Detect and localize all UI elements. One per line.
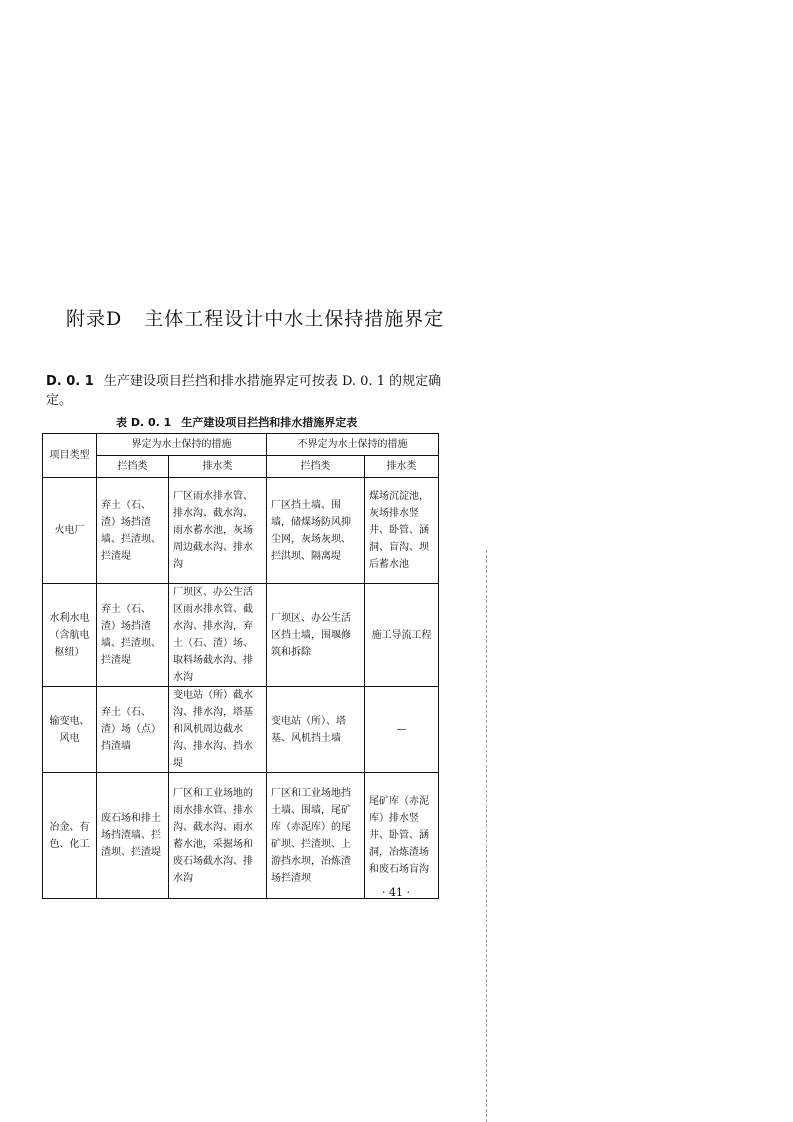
cell-drainage-defined: 厂区雨水排水管、排水沟、截水沟、雨水蓄水池，灰场周边截水沟、排水沟 — [169, 478, 267, 584]
table-subheader-row — [43, 456, 439, 478]
cell-project-type: 冶金、有色、化工 — [43, 773, 97, 899]
cell-retaining-defined: 废石场和排土场挡渣墙、拦渣坝、拦渣堤 — [97, 773, 169, 899]
cell-drainage-not-defined: — — [365, 687, 439, 773]
cell-drainage-defined: 变电站（所）截水沟、排水沟，塔基和风机周边截水沟、排水沟、挡水堤 — [169, 687, 267, 773]
table-caption — [116, 414, 357, 430]
table-header-row — [43, 434, 439, 456]
appendix-label: 附录D — [66, 308, 123, 330]
title-text: 主体工程设计中水土保持措施界定 — [144, 308, 445, 330]
cell-retaining-defined: 弃土（石、渣）场挡渣墙、拦渣坝、拦渣堤 — [97, 478, 169, 584]
table-caption-text: 生产建设项目拦挡和排水措施界定表 — [181, 416, 358, 429]
scan-edge-line — [486, 550, 487, 1122]
header-defined-group: 界定为水土保持的措施 — [97, 434, 267, 456]
cell-project-type: 输变电、风电 — [43, 687, 97, 773]
cell-drainage-not-defined: 煤场沉淀池，灰场排水竖井、卧管、涵洞、盲沟、坝后蓄水池 — [365, 478, 439, 584]
measures-table — [42, 433, 439, 899]
header-retaining-defined: 拦挡类 — [97, 456, 169, 478]
cell-retaining-not-defined: 厂坝区、办公生活区挡土墙，围堰修筑和拆除 — [267, 584, 365, 687]
header-project-type: 项目类型 — [43, 434, 97, 478]
cell-retaining-not-defined: 变电站（所）、塔基、风机挡土墙 — [267, 687, 365, 773]
cell-retaining-not-defined: 厂区和工业场地挡土墙、围墙，尾矿库（赤泥库）的尾矿坝、拦渣坝、上游挡水坝，冶炼渣场拦渣坝 — [267, 773, 365, 899]
page-number: · 41 · — [382, 886, 410, 899]
cell-retaining-not-defined: 厂区挡土墙、围墙，储煤场防风抑尘网，灰场灰坝、拦洪坝、隔离堤 — [267, 478, 365, 584]
header-retaining-not-defined: 拦挡类 — [267, 456, 365, 478]
header-drainage-not-defined: 排水类 — [365, 456, 439, 478]
header-not-defined-group: 不界定为水土保持的措施 — [267, 434, 439, 456]
clause-text: 生产建设项目拦挡和排水措施界定可按表 D. 0. 1 的规定确定。 — [46, 374, 442, 408]
cell-drainage-not-defined: 尾矿库（赤泥库）排水竖井、卧管、涵洞，冶炼渣场和废石场盲沟 — [365, 773, 439, 899]
cell-drainage-defined: 厂坝区、办公生活区雨水排水管、截水沟、排水沟，弃土（石、渣）场、取料场截水沟、排水沟 — [169, 584, 267, 687]
header-drainage-defined: 排水类 — [169, 456, 267, 478]
cell-drainage-not-defined: 施工导流工程 — [365, 584, 439, 687]
cell-project-type: 水利水电（含航电枢纽） — [43, 584, 97, 687]
cell-drainage-defined: 厂区和工业场地的雨水排水管、排水沟、截水沟、雨水蓄水池，采掘场和废石场截水沟、排水沟 — [169, 773, 267, 899]
table-row — [43, 773, 439, 899]
table-row — [43, 478, 439, 584]
table-row — [43, 687, 439, 773]
cell-retaining-defined: 弃土（石、渣）场挡渣墙、拦渣坝、拦渣堤 — [97, 584, 169, 687]
table-row — [43, 584, 439, 687]
page-title — [66, 304, 444, 331]
cell-project-type: 火电厂 — [43, 478, 97, 584]
table-caption-number: 表 D. 0. 1 — [116, 416, 172, 429]
clause-number: D. 0. 1 — [46, 374, 94, 389]
clause-paragraph — [46, 372, 446, 410]
cell-retaining-defined: 弃土（石、渣）场（点）挡渣墙 — [97, 687, 169, 773]
